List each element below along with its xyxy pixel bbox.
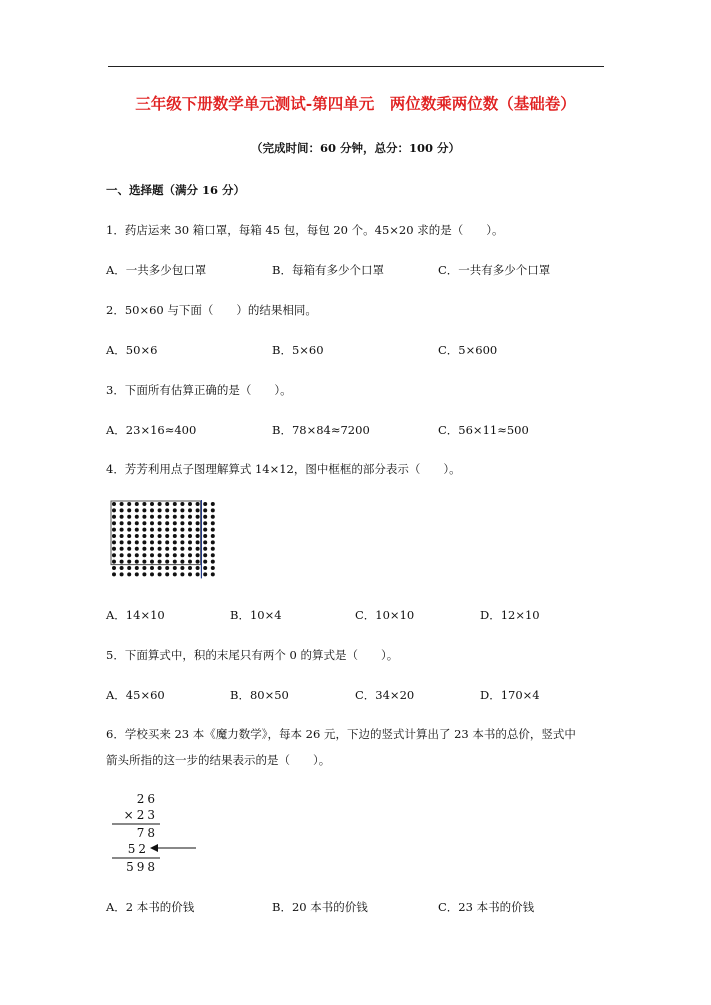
dot: [180, 566, 184, 570]
dot: [127, 547, 131, 551]
dot: [188, 553, 192, 557]
dot: [142, 547, 146, 551]
dot: [150, 560, 154, 564]
dot: [158, 572, 162, 576]
dot: [135, 508, 139, 512]
dot: [150, 528, 154, 532]
dot: [173, 502, 177, 506]
dot: [165, 502, 169, 506]
dot: [173, 547, 177, 551]
dot: [173, 540, 177, 544]
dot: [158, 534, 162, 538]
dot: [203, 508, 207, 512]
dot: [127, 534, 131, 538]
dot: [188, 560, 192, 564]
question-6-option-a[interactable]: A．2 本书的价钱: [106, 900, 195, 914]
dot: [112, 540, 116, 544]
dot: [158, 528, 162, 532]
dot: [142, 572, 146, 576]
question-3-option-c[interactable]: C．56×11≈500: [438, 423, 529, 437]
dot: [165, 553, 169, 557]
dot: [173, 566, 177, 570]
dot: [188, 502, 192, 506]
dot: [211, 566, 215, 570]
question-1-option-a[interactable]: A．一共多少包口罩: [106, 263, 207, 277]
dot: [120, 572, 124, 576]
dot: [196, 508, 200, 512]
calc-row-multiplier: ×23: [123, 808, 158, 822]
question-2-option-c[interactable]: C．5×600: [438, 343, 498, 357]
dot: [203, 572, 207, 576]
dot: [196, 560, 200, 564]
dot: [173, 534, 177, 538]
dot: [158, 515, 162, 519]
dot: [135, 528, 139, 532]
dot: [127, 540, 131, 544]
dot: [135, 566, 139, 570]
dot: [196, 572, 200, 576]
question-4-option-a[interactable]: A．14×10: [106, 608, 165, 622]
dot: [203, 502, 207, 506]
question-2-option-b[interactable]: B．5×60: [272, 343, 324, 357]
dot: [211, 502, 215, 506]
dot: [188, 521, 192, 525]
dot: [188, 566, 192, 570]
calc-row-partial-1: 78: [136, 826, 158, 840]
dot: [173, 508, 177, 512]
question-6-stem-line-2: 箭头所指的这一步的结果表示的是（ ）。: [106, 753, 331, 767]
dot: [150, 547, 154, 551]
dot: [203, 521, 207, 525]
dot: [196, 566, 200, 570]
dot: [211, 521, 215, 525]
dot: [165, 521, 169, 525]
dot: [158, 566, 162, 570]
question-1-option-b[interactable]: B．每箱有多少个口罩: [272, 263, 384, 277]
dot: [127, 560, 131, 564]
dot: [165, 534, 169, 538]
dot: [203, 547, 207, 551]
dot: [135, 560, 139, 564]
dot: [188, 534, 192, 538]
dot: [112, 508, 116, 512]
dot: [112, 521, 116, 525]
dot: [158, 553, 162, 557]
dot: [120, 566, 124, 570]
dot: [120, 521, 124, 525]
question-3-option-a[interactable]: A．23×16≈400: [106, 423, 197, 437]
dot: [180, 540, 184, 544]
dot: [158, 508, 162, 512]
dot: [120, 515, 124, 519]
dot: [165, 540, 169, 544]
dot: [196, 521, 200, 525]
dot: [165, 508, 169, 512]
dot: [127, 508, 131, 512]
dot: [203, 515, 207, 519]
dot: [112, 547, 116, 551]
arrow-head-icon: [150, 844, 158, 852]
dot: [173, 553, 177, 557]
dot: [165, 572, 169, 576]
dot: [120, 560, 124, 564]
dot: [150, 553, 154, 557]
calc-row-product: 598: [126, 860, 158, 874]
dot: [150, 521, 154, 525]
dot: [173, 572, 177, 576]
page-title: 三年级下册数学单元测试-第四单元 两位数乘两位数（基础卷）: [135, 94, 576, 113]
header-rule: [108, 66, 604, 67]
dot: [165, 560, 169, 564]
dot: [142, 540, 146, 544]
dot: [211, 553, 215, 557]
calc-row-multiplicand: 26: [136, 792, 158, 806]
dot: [158, 521, 162, 525]
question-2-option-a[interactable]: A．50×6: [106, 343, 158, 357]
dot: [127, 502, 131, 506]
dot: [142, 560, 146, 564]
dot: [165, 566, 169, 570]
dot: [127, 566, 131, 570]
dot: [120, 553, 124, 557]
question-4-option-b[interactable]: B．10×4: [230, 608, 282, 622]
question-5-option-b[interactable]: B．80×50: [230, 688, 289, 702]
dot: [127, 521, 131, 525]
dot: [203, 540, 207, 544]
dot: [135, 553, 139, 557]
dot: [158, 547, 162, 551]
dot: [173, 528, 177, 532]
dot: [211, 560, 215, 564]
dot: [150, 540, 154, 544]
question-3-stem: 3．下面所有估算正确的是（ ）。: [106, 383, 292, 397]
dot: [120, 534, 124, 538]
dot: [142, 502, 146, 506]
dot: [173, 560, 177, 564]
dot: [211, 534, 215, 538]
dot: [112, 572, 116, 576]
dot: [142, 553, 146, 557]
dot: [165, 547, 169, 551]
question-3-option-b[interactable]: B．78×84≈7200: [272, 423, 370, 437]
dot: [158, 560, 162, 564]
dot: [180, 502, 184, 506]
dot: [112, 502, 116, 506]
dot: [135, 521, 139, 525]
dot: [120, 502, 124, 506]
dot: [188, 508, 192, 512]
dot: [150, 566, 154, 570]
dot: [188, 540, 192, 544]
dot: [142, 508, 146, 512]
dot: [165, 515, 169, 519]
dot: [112, 515, 116, 519]
section-heading: 一、选择题（满分 16 分）: [106, 183, 246, 197]
dot: [135, 515, 139, 519]
highlight-frame: [111, 501, 201, 565]
dot: [196, 553, 200, 557]
dot: [196, 502, 200, 506]
dot: [211, 515, 215, 519]
dot: [150, 534, 154, 538]
dot: [112, 566, 116, 570]
dot: [203, 528, 207, 532]
dot: [196, 534, 200, 538]
dot: [142, 534, 146, 538]
dot: [180, 534, 184, 538]
dot: [211, 528, 215, 532]
dot: [127, 572, 131, 576]
vertical-multiplication: [108, 788, 208, 880]
dot: [180, 547, 184, 551]
question-4-stem: 4．芳芳利用点子图理解算式 14×12，图中框框的部分表示（ ）。: [106, 462, 461, 476]
dot: [180, 515, 184, 519]
dot: [196, 547, 200, 551]
dot: [180, 528, 184, 532]
question-2-stem: 2．50×60 与下面（ ）的结果相同。: [106, 303, 317, 317]
dot: [180, 508, 184, 512]
page-subtitle: （完成时间：60 分钟，总分：100 分）: [250, 141, 460, 155]
dot: [165, 528, 169, 532]
dot: [150, 502, 154, 506]
dot: [135, 547, 139, 551]
dot: [150, 572, 154, 576]
dot: [120, 547, 124, 551]
dot: [135, 572, 139, 576]
dot: [203, 566, 207, 570]
dot: [180, 560, 184, 564]
dot: [120, 540, 124, 544]
dot: [203, 553, 207, 557]
dot: [203, 560, 207, 564]
dot: [188, 515, 192, 519]
question-4-option-d[interactable]: D．12×10: [480, 608, 540, 622]
dot: [142, 521, 146, 525]
question-5-stem: 5．下面算式中，积的末尾只有两个 0 的算式是（ ）。: [106, 648, 399, 662]
dot: [150, 515, 154, 519]
dot: [196, 515, 200, 519]
dot: [188, 547, 192, 551]
question-5-option-c[interactable]: C．34×20: [355, 688, 415, 702]
dot: [211, 508, 215, 512]
dot: [135, 534, 139, 538]
question-6-option-c[interactable]: C．23 本书的价钱: [438, 900, 535, 914]
dot: [127, 528, 131, 532]
question-1-stem: 1．药店运来 30 箱口罩，每箱 45 包，每包 20 个。45×20 求的是（ ）。: [106, 223, 504, 237]
dot: [112, 534, 116, 538]
dot: [120, 528, 124, 532]
dot: [211, 547, 215, 551]
dot: [158, 502, 162, 506]
calc-row-partial-2: 52: [127, 842, 149, 856]
dot: [112, 553, 116, 557]
question-4-option-c[interactable]: C．10×10: [355, 608, 415, 622]
dot: [120, 508, 124, 512]
dot: [211, 572, 215, 576]
question-6-stem-line-1: 6．学校买来 23 本《魔力数学》，每本 26 元，下边的竖式计算出了 23 本书的总价，竖式中: [106, 727, 576, 741]
dot: [180, 521, 184, 525]
dot: [142, 528, 146, 532]
dot: [196, 540, 200, 544]
question-6-option-b[interactable]: B．20 本书的价钱: [272, 900, 368, 914]
question-5-option-d[interactable]: D．170×4: [480, 688, 540, 702]
dot: [135, 502, 139, 506]
dot: [203, 534, 207, 538]
dot: [188, 572, 192, 576]
dot: [180, 572, 184, 576]
dot: [112, 528, 116, 532]
dot: [127, 553, 131, 557]
question-5-option-a[interactable]: A．45×60: [106, 688, 165, 702]
dot: [180, 553, 184, 557]
dot: [211, 540, 215, 544]
question-1-option-c[interactable]: C．一共有多少个口罩: [438, 263, 551, 277]
dot: [158, 540, 162, 544]
dot: [173, 521, 177, 525]
dot: [150, 508, 154, 512]
dot-array-figure: [110, 500, 222, 582]
dot: [135, 540, 139, 544]
dot: [127, 515, 131, 519]
dot: [188, 528, 192, 532]
dot: [112, 560, 116, 564]
dot: [142, 515, 146, 519]
dot: [142, 566, 146, 570]
dot: [196, 528, 200, 532]
dot: [173, 515, 177, 519]
